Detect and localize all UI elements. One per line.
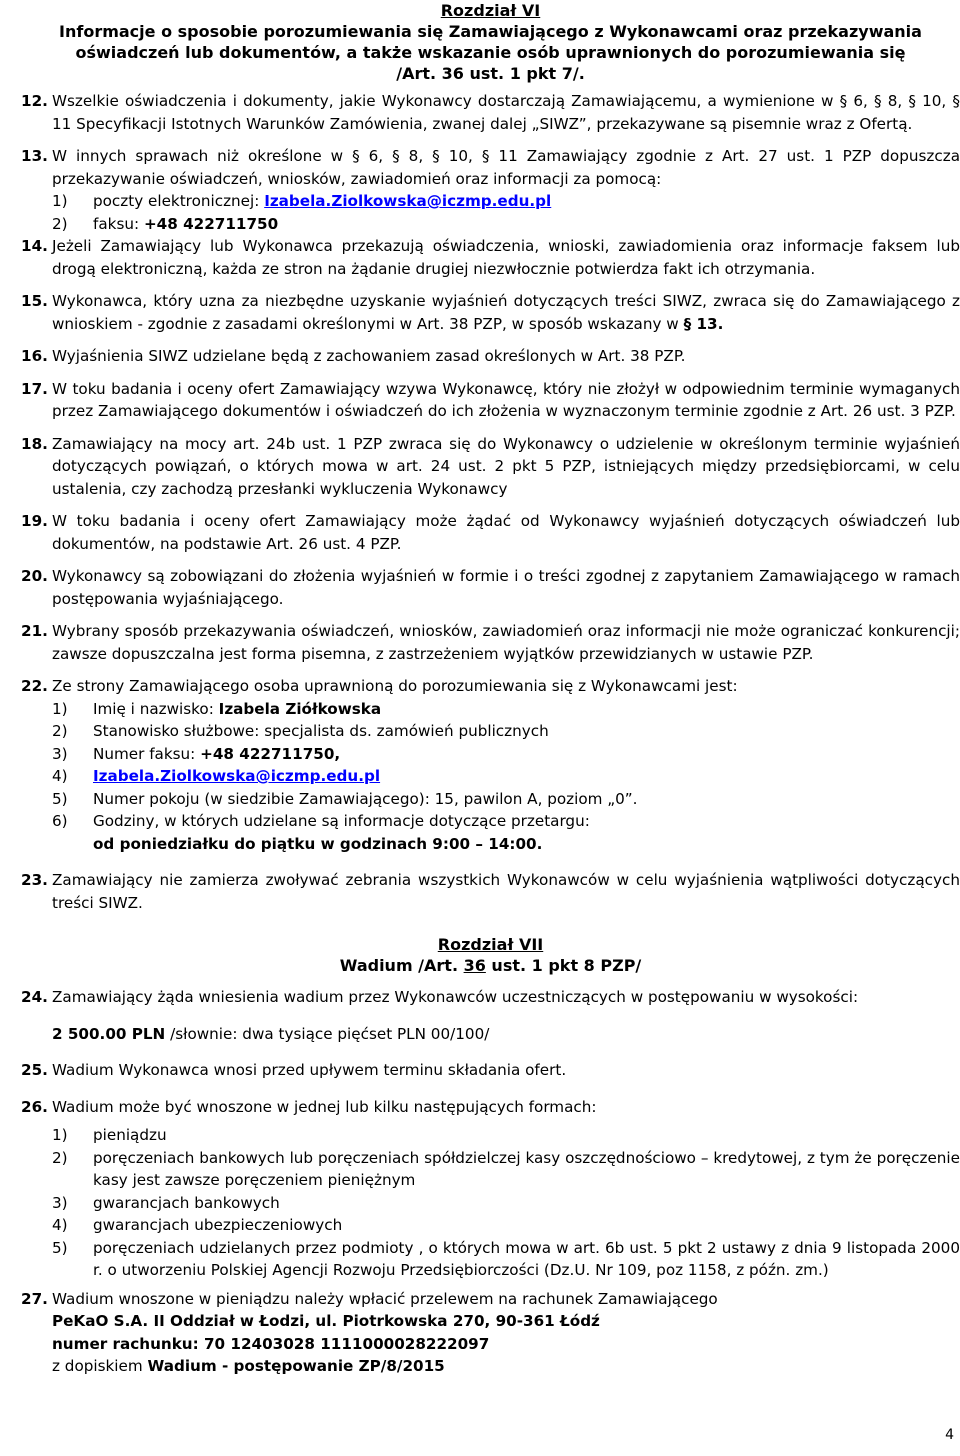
paragraph-number: 23. — [21, 871, 48, 889]
office-hours: od poniedziałku do piątku w godzinach 9:00 – 14:00. — [93, 834, 543, 853]
paragraph-19 — [21, 510, 960, 555]
list-item: 3) Numer faksu: +48 422711750, — [52, 744, 341, 763]
paragraph-text: Zamawiający żąda wniesienia wadium przez Wykonawców uczestniczących w postępowaniu w wysokości: — [52, 988, 859, 1006]
paragraph-text: Wykonawca, który uzna za niezbędne uzyskanie wyjaśnień dotyczących treści SIWZ, zwraca się do Zamawiającego z wnioskiem - zgodnie z zasadami określonymi w Art. 38 PZP, w sposób wskazany w — [52, 292, 960, 333]
paragraph-text: Wykonawcy są zobowiązani do złożenia wyjaśnień w formie i o treści zgodnej z zapytaniem Zamawiającego w ramach postępowania wyjaśniającego. — [52, 567, 960, 608]
paragraph-number: 13. — [21, 147, 48, 165]
paragraph-26 — [21, 1096, 960, 1119]
bank-name: PeKaO S.A. II Oddział w Łodzi, ul. Piotrkowska 270, 90-361 Łódź — [52, 1312, 600, 1330]
list-item: 1) poczty elektronicznej: Izabela.Ziolkowska@iczmp.edu.pl — [52, 192, 552, 210]
list-item: 2) Stanowisko służbowe: specjalista ds. zamówień publicznych — [52, 722, 549, 740]
chapter-7-title: Rozdział VII — [437, 935, 544, 954]
paragraph-text: Zamawiający nie zamierza zwoływać zebrania wszystkich Wykonawców w celu wyjaśnienia wątpliwości dotyczących treści SIWZ. — [52, 871, 960, 912]
paragraph-number: 15. — [21, 292, 48, 310]
paragraph-number: 19. — [21, 512, 48, 530]
list-item: 2) poręczeniach bankowych lub poręczeniach spółdzielczej kasy oszczędnościowo – kredytowej, z tym że poręczenie kasy jest zawsze poręczeniem pieniężnym — [52, 1148, 960, 1189]
paragraph-text: Wadium może być wnoszone w jednej lub kilku następujących formach: — [52, 1097, 597, 1116]
paragraph-25 — [21, 1059, 960, 1082]
paragraph-number: 17. — [21, 379, 48, 398]
paragraph-12 — [21, 90, 960, 135]
paragraph-23 — [21, 869, 960, 914]
contact-name: Izabela Ziółkowska — [218, 699, 382, 718]
list-item: 5) Numer pokoju (w siedzibie Zamawiającego): 15, pawilon A, poziom „0”. — [52, 789, 638, 808]
list-item: 5) poręczeniach udzielanych przez podmioty , o których mowa w art. 6b ust. 5 pkt 2 ustawy z dnia 9 listopada 2000 r. o utworzeniu Polskiej Agencji Rozwoju Przedsiębiorczości (Dz.U. Nr 109, poz 1158, z późn. zm.) — [52, 1238, 960, 1279]
paragraph-number: 24. — [21, 988, 48, 1006]
paragraph-14 — [21, 235, 960, 280]
chapter-6-subtitle-line2: oświadczeń lub dokumentów, a także wskazanie osób uprawnionych do porozumiewania się — [75, 43, 906, 62]
chapter-6-subtitle-line3: /Art. 36 ust. 1 pkt 7/. — [396, 64, 585, 83]
email-link[interactable]: Izabela.Ziolkowska@iczmp.edu.pl — [93, 767, 381, 785]
list-item: 1) Imię i nazwisko: Izabela Ziółkowska — [52, 699, 382, 718]
document-page — [21, 0, 960, 1378]
amount-value: 2 500.00 PLN — [52, 1024, 166, 1043]
paragraph-20 — [21, 565, 960, 610]
paragraph-27 — [21, 1288, 960, 1311]
paragraph-22 — [21, 675, 960, 698]
paragraph-text: Wadium Wykonawca wnosi przed upływem terminu składania ofert. — [52, 1061, 567, 1079]
paragraph-18 — [21, 433, 960, 501]
chapter-7-subtitle: Wadium /Art. 36 ust. 1 pkt 8 PZP/ — [339, 956, 642, 975]
paragraph-text: Zamawiający na mocy art. 24b ust. 1 PZP zwraca się do Wykonawcy o udzielenie w określonym terminie wyjaśnień dotyczących powiązań, o których mowa w art. 24 ust. 2 pkt 5 PZP, istniejących między przedsiębiorcami, w celu ustalenia, czy zachodzą przesłanki wykluczenia Wykonawcy — [52, 434, 960, 498]
fax-number: +48 422711750 — [143, 214, 279, 233]
fax-number: +48 422711750, — [200, 744, 341, 763]
paragraph-21 — [21, 620, 960, 665]
chapter-6-subtitle-line1: Informacje o sposobie porozumiewania się Zamawiającego z Wykonawcami oraz przekazywania — [59, 22, 922, 41]
paragraph-number: 26. — [21, 1097, 48, 1116]
paragraph-number: 21. — [21, 622, 48, 640]
page-number: 4 — [945, 1427, 954, 1443]
list-item: 1) pieniądzu — [52, 1126, 167, 1144]
transfer-note: z dopiskiem Wadium - postępowanie ZP/8/2015 — [52, 1357, 445, 1375]
chapter-6-title: Rozdział VI — [440, 1, 541, 20]
list-item: 4) gwarancjach ubezpieczeniowych — [52, 1216, 343, 1234]
paragraph-number: 16. — [21, 347, 48, 365]
list-item: 6) Godziny, w których udzielane są informacje dotyczące przetargu: od poniedziałku do piątku w godzinach 9:00 – 14:00. — [52, 812, 590, 853]
email-link[interactable]: Izabela.Ziolkowska@iczmp.edu.pl — [264, 192, 552, 210]
paragraph-text: Wszelkie oświadczenia i dokumenty, jakie Wykonawcy dostarczają Zamawiającemu, a wymienione w § 6, § 8, § 10, § 11 Specyfikacji Istotnych Warunków Zamówienia, zwanej dalej „SIWZ”, przekazywane są pisemnie wraz z Ofertą. — [52, 92, 960, 133]
paragraph-number: 22. — [21, 677, 48, 695]
section-reference: § 13. — [683, 314, 724, 333]
list-item: 3) gwarancjach bankowych — [52, 1193, 280, 1212]
paragraph-16 — [21, 345, 960, 368]
paragraph-number: 14. — [21, 237, 48, 255]
paragraph-number: 25. — [21, 1061, 48, 1079]
paragraph-text: W toku badania i oceny ofert Zamawiający wzywa Wykonawcę, który nie złożył w odpowiednim terminie wymaganych przez Zamawiającego dokumentów i oświadczeń do ich złożenia w wyznaczonym terminie zgodnie z Art. 26 ust. 3 PZP. — [52, 379, 960, 420]
paragraph-15 — [21, 290, 960, 335]
paragraph-text: Ze strony Zamawiającego osoba uprawnioną do porozumiewania się z Wykonawcami jest: — [52, 677, 738, 695]
paragraph-number: 12. — [21, 92, 48, 110]
paragraph-text: Wadium wnoszone w pieniądzu należy wpłacić przelewem na rachunek Zamawiającego — [52, 1289, 718, 1308]
paragraph-text: Wyjaśnienia SIWZ udzielane będą z zachowaniem zasad określonych w Art. 38 PZP. — [52, 347, 686, 365]
amount-words: /słownie: dwa tysiące pięćset PLN 00/100/ — [165, 1024, 490, 1043]
paragraph-number: 20. — [21, 567, 48, 585]
paragraph-number: 18. — [21, 434, 48, 453]
paragraph-24 — [21, 986, 960, 1009]
paragraph-13 — [21, 145, 960, 190]
paragraph-17 — [21, 378, 960, 423]
paragraph-text: W innych sprawach niż określone w § 6, § 8, § 10, § 11 Zamawiający zgodnie z Art. 27 ust. 1 PZP dopuszcza przekazywanie oświadczeń, wniosków, zawiadomień oraz informacji za pomocą: — [52, 147, 960, 188]
paragraph-text: Wybrany sposób przekazywania oświadczeń, wniosków, zawiadomień oraz informacji nie może ograniczać konkurencji; zawsze dopuszczalna jest forma pisemna, z zastrzeżeniem wyjątków przewidzianych w ustawie PZP. — [52, 622, 960, 663]
paragraph-text: W toku badania i oceny ofert Zamawiający może żądać od Wykonawcy wyjaśnień dotyczących oświadczeń lub dokumentów, na podstawie Art. 26 ust. 4 PZP. — [52, 512, 960, 553]
paragraph-text: Jeżeli Zamawiający lub Wykonawca przekazują oświadczenia, wnioski, zawiadomienia oraz informacje faksem lub drogą elektroniczną, każda ze stron na żądanie drugiej niezwłocznie potwierdza fakt ich otrzymania. — [52, 237, 960, 278]
account-number: numer rachunku: 70 12403028 1111000028222097 — [52, 1334, 490, 1353]
list-item: 4) Izabela.Ziolkowska@iczmp.edu.pl — [52, 767, 381, 785]
paragraph-number: 27. — [21, 1289, 48, 1308]
deposit-amount — [21, 1023, 960, 1046]
list-item: 2) faksu: +48 422711750 — [52, 214, 279, 233]
